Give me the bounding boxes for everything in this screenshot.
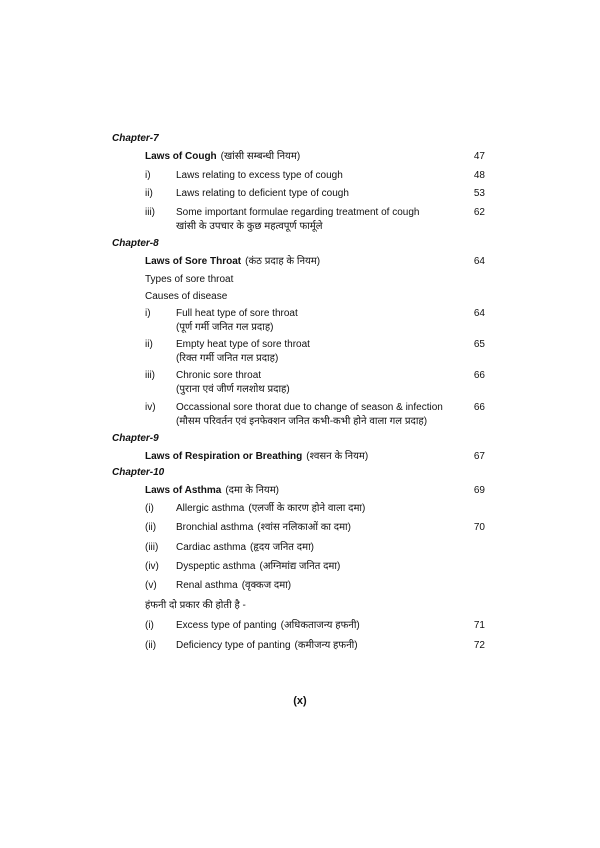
chapter-7-title-text: Laws of Cough <box>145 151 217 162</box>
chapter-8-title-text: Laws of Sore Throat <box>145 256 242 267</box>
chapter-10-title <box>145 485 279 497</box>
toc-item-page: 72 <box>473 640 485 651</box>
chapter-9-page: 67 <box>473 451 485 462</box>
toc-item-page: 65 <box>473 339 485 350</box>
toc-item-english: Cardiac asthma <box>176 542 247 553</box>
chapter-7-title <box>145 151 300 163</box>
chapter-7-page: 47 <box>473 151 485 162</box>
toc-item-text: Laws relating to deficient type of cough <box>176 188 349 199</box>
toc-item-number: (v) <box>145 580 157 591</box>
toc-subheading: Types of sore throat <box>145 274 234 285</box>
toc-item-english: Excess type of panting <box>176 620 277 631</box>
toc-item-number: i) <box>145 308 151 319</box>
chapter-9-title-hindi: (श्वसन के नियम) <box>306 451 369 462</box>
chapter-9-title-text: Laws of Respiration or Breathing <box>145 451 303 462</box>
toc-subheading: Causes of disease <box>145 291 228 302</box>
chapter-9-label: Chapter-9 <box>112 433 159 444</box>
toc-item-page: 66 <box>473 402 485 413</box>
chapter-10-title-hindi: (दमा के नियम) <box>225 485 280 496</box>
toc-item-page: 70 <box>473 522 485 533</box>
toc-item-page: 66 <box>473 370 485 381</box>
toc-subheading: हंफनी दो प्रकार की होती है - <box>145 600 246 611</box>
toc-item-number: iv) <box>145 402 156 413</box>
chapter-8-label: Chapter-8 <box>112 238 159 249</box>
toc-item-number: ii) <box>145 339 153 350</box>
toc-item-page: 48 <box>473 170 485 181</box>
toc-item-english: Renal asthma <box>176 580 238 591</box>
toc-item-subtext: (पूर्ण गर्मी जनित गल प्रदाह) <box>176 322 274 333</box>
toc-item-page: 62 <box>473 207 485 218</box>
toc-item-text <box>176 640 358 652</box>
toc-item-subtext: (मौसम परिवर्तन एवं इनफेक्शन जनित कभी-कभी होने वाला गल प्रदाह) <box>176 416 428 427</box>
toc-item-text: Occassional sore thorat due to change of season & infection <box>176 402 443 413</box>
chapter-10-label: Chapter-10 <box>112 467 165 478</box>
toc-item-text: Laws relating to excess type of cough <box>176 170 343 181</box>
toc-item-page: 64 <box>473 308 485 319</box>
toc-item-number: (iii) <box>145 542 159 553</box>
toc-item-text: Some important formulae regarding treatment of cough <box>176 207 420 218</box>
toc-item-text <box>176 580 291 592</box>
toc-item-number: ii) <box>145 188 153 199</box>
toc-item-hindi: (हृदय जनित दमा) <box>250 542 314 553</box>
toc-item-number: iii) <box>145 207 155 218</box>
toc-item-text <box>176 503 365 515</box>
toc-item-english: Allergic asthma <box>176 503 245 514</box>
toc-item-text <box>176 620 360 632</box>
toc-item-english: Deficiency type of panting <box>176 640 291 651</box>
toc-item-page: 53 <box>473 188 485 199</box>
chapter-10-title-text: Laws of Asthma <box>145 485 222 496</box>
toc-item-text: Chronic sore throat <box>176 370 262 381</box>
chapter-9-title <box>145 451 368 463</box>
toc-item-hindi: (एलर्जी के कारण होने वाला दमा) <box>248 503 366 514</box>
toc-item-number: (ii) <box>145 522 157 533</box>
toc-item-number: (i) <box>145 620 154 631</box>
toc-item-text <box>176 522 351 534</box>
toc-item-text <box>176 561 340 573</box>
page-number: (x) <box>293 695 307 707</box>
toc-item-number: i) <box>145 170 151 181</box>
toc-item-number: (iv) <box>145 561 159 572</box>
toc-item-text <box>176 542 314 554</box>
toc-item-text: Empty heat type of sore throat <box>176 339 310 350</box>
chapter-10-page: 69 <box>473 485 485 496</box>
toc-item-text: Full heat type of sore throat <box>176 308 298 319</box>
toc-item-subtext: (रिक्त गर्मी जनित गल प्रदाह) <box>176 353 279 364</box>
toc-item-hindi: (कमीजन्य हफनी) <box>294 640 358 651</box>
chapter-7-label: Chapter-7 <box>112 133 159 144</box>
toc-item-hindi: (अधिकताजन्य हफनी) <box>280 620 360 631</box>
toc-item-page: 71 <box>473 620 485 631</box>
toc-item-number: iii) <box>145 370 155 381</box>
toc-item-hindi: (श्वांस नलिकाओं का दमा) <box>257 522 351 533</box>
toc-item-subtext: (पुराना एवं जीर्ण गलशोथ प्रदाह) <box>176 384 290 395</box>
chapter-8-title-hindi: (कंठ प्रदाह के नियम) <box>245 256 321 267</box>
toc-item-english: Bronchial asthma <box>176 522 254 533</box>
chapter-8-title <box>145 256 320 268</box>
toc-item-subtext: खांसी के उपचार के कुछ महत्वपूर्ण फार्मूले <box>176 221 323 232</box>
toc-item-hindi: (अग्निमांद्य जनित दमा) <box>259 561 341 572</box>
toc-item-english: Dyspeptic asthma <box>176 561 256 572</box>
toc-item-number: (ii) <box>145 640 157 651</box>
chapter-8-page: 64 <box>473 256 485 267</box>
toc-item-number: (i) <box>145 503 154 514</box>
chapter-7-title-hindi: (खांसी सम्बन्धी नियम) <box>220 151 301 162</box>
toc-item-hindi: (वृक्कज दमा) <box>241 580 292 591</box>
